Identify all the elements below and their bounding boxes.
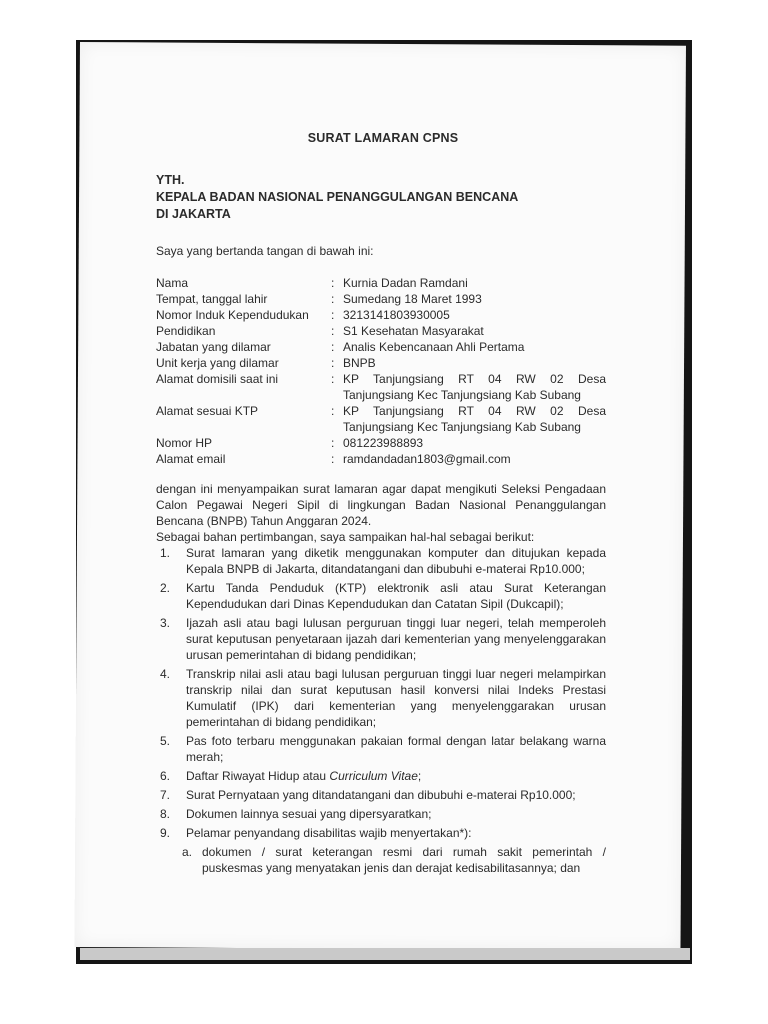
- list-number: 8.: [160, 807, 171, 821]
- field-label: Alamat sesuai KTP: [156, 404, 259, 418]
- list-number: 4.: [160, 667, 171, 681]
- field-value: KP Tanjungsiang RT 04 RW 02 Desa Tanjungsiang Kec Tanjungsiang Kab Subang: [343, 372, 606, 402]
- field-colon: :: [331, 356, 335, 370]
- list-number: 6.: [160, 769, 171, 783]
- field-row-name: [156, 275, 606, 291]
- paper-edge-shadow: [80, 948, 690, 960]
- field-value: KP Tanjungsiang RT 04 RW 02 Desa Tanjungsiang Kec Tanjungsiang Kab Subang: [343, 404, 606, 434]
- field-label: Pendidikan: [156, 324, 216, 338]
- intro-text: Saya yang bertanda tangan di bawah ini:: [156, 244, 374, 258]
- field-row-nik: [156, 307, 606, 323]
- recipient-line-3: DI JAKARTA: [156, 207, 231, 221]
- field-value: 3213141803930005: [343, 308, 450, 322]
- list-item: [156, 733, 606, 765]
- field-value: BNPB: [343, 356, 376, 370]
- field-colon: :: [331, 436, 335, 450]
- field-value: Analis Kebencanaan Ahli Pertama: [343, 340, 525, 354]
- field-row-domicile: [156, 371, 606, 403]
- list-number: 1.: [160, 546, 171, 560]
- list-item: [156, 768, 606, 784]
- field-colon: :: [331, 324, 335, 338]
- list-item: [156, 545, 606, 577]
- list-item: [156, 787, 606, 803]
- field-label: Unit kerja yang dilamar: [156, 356, 279, 370]
- letter-content: [156, 130, 606, 876]
- list-text-part: Daftar Riwayat Hidup atau: [186, 769, 330, 783]
- recipient-line-2: KEPALA BADAN NASIONAL PENANGGULANGAN BENCANA: [156, 190, 519, 204]
- field-value: ramdandadan1803@gmail.com: [343, 452, 511, 466]
- field-label: Alamat email: [156, 452, 226, 466]
- field-label: Nomor HP: [156, 436, 213, 450]
- attachment-list: [156, 545, 606, 876]
- list-text: Pas foto terbaru menggunakan pakaian formal dengan latar belakang warna merah;: [186, 734, 606, 764]
- field-row-ktp-address: [156, 403, 606, 435]
- list-text: Ijazah asli atau bagi lulusan perguruan tinggi luar negeri, telah memperoleh surat keputusan penyetaraan ijazah dari kementerian yang menyelenggarakan urusan pemerintahan di bidang pendidikan;: [186, 616, 606, 662]
- field-colon: :: [331, 276, 335, 290]
- list-text-part: ;: [417, 769, 422, 783]
- field-colon: :: [331, 372, 335, 386]
- list-number: 9.: [160, 826, 171, 840]
- field-colon: :: [331, 308, 335, 322]
- field-row-email: [156, 451, 606, 467]
- list-number: 7.: [160, 788, 171, 802]
- list-item: [156, 666, 606, 730]
- list-item: [156, 825, 606, 841]
- field-colon: :: [331, 292, 335, 306]
- list-text: Dokumen lainnya sesuai yang dipersyaratkan;: [186, 807, 432, 821]
- document-title: SURAT LAMARAN CPNS: [307, 131, 459, 145]
- field-value: Sumedang 18 Maret 1993: [343, 292, 482, 306]
- paragraph-considerations: Sebagai bahan pertimbangan, saya sampaikan hal-hal sebagai berikut:: [156, 530, 535, 544]
- field-label: Alamat domisili saat ini: [156, 372, 279, 386]
- list-item: [156, 615, 606, 663]
- recipient-block: [156, 172, 606, 223]
- recipient-line-1: YTH.: [156, 173, 185, 187]
- list-text: [186, 768, 606, 784]
- field-value: S1 Kesehatan Masyarakat: [343, 324, 484, 338]
- list-number: 3.: [160, 616, 171, 630]
- applicant-fields: [156, 275, 606, 467]
- field-colon: :: [331, 452, 335, 466]
- list-text: Transkrip nilai asli atau bagi lulusan perguruan tinggi luar negeri melampirkan transkrip nilai dan surat keputusan hasil konversi nilai Indeks Prestasi Kumulatif (IPK) dari kementerian yang menyelenggarakan urusan pemerintahan di bidang pendidikan;: [186, 667, 606, 729]
- paragraph-purpose: dengan ini menyampaikan surat lamaran agar dapat mengikuti Seleksi Pengadaan Calon Pegawai Negeri Sipil di lingkungan Badan Nasional Penanggulangan Bencana (BNPB) Tahun Anggaran 2024.: [156, 482, 606, 528]
- field-label: Nama: [156, 276, 189, 290]
- list-text: Kartu Tanda Penduduk (KTP) elektronik asli atau Surat Keterangan Kependudukan dari Dinas Kependudukan dan Catatan Sipil (Dukcapil);: [186, 581, 606, 611]
- list-text: Surat lamaran yang diketik menggunakan komputer dan ditujukan kepada Kepala BNPB di Jakarta, ditandatangani dan dibubuhi e-materai Rp10.000;: [186, 546, 606, 576]
- list-item: [156, 580, 606, 612]
- field-label: Nomor Induk Kependudukan: [156, 308, 309, 322]
- field-colon: :: [331, 340, 335, 354]
- field-row-unit: [156, 355, 606, 371]
- field-colon: :: [331, 404, 335, 418]
- field-row-education: [156, 323, 606, 339]
- field-value: Kurnia Dadan Ramdani: [343, 276, 468, 290]
- sub-list-text: dokumen / surat keterangan resmi dari rumah sakit pemerintah / puskesmas yang menyatakan jenis dan derajat kedisabilitasannya; dan: [202, 845, 606, 875]
- list-text-italic: Curriculum Vitae: [329, 769, 418, 783]
- sub-list-letter: a.: [182, 845, 193, 859]
- sub-list-item: [156, 844, 606, 876]
- field-row-birth: [156, 291, 606, 307]
- field-label: Jabatan yang dilamar: [156, 340, 271, 354]
- list-number: 2.: [160, 581, 171, 595]
- list-text: Pelamar penyandang disabilitas wajib menyertakan*):: [186, 826, 472, 840]
- list-item: [156, 806, 606, 822]
- list-text: Surat Pernyataan yang ditandatangani dan dibubuhi e-materai Rp10.000;: [186, 788, 576, 802]
- field-row-phone: [156, 435, 606, 451]
- field-value: 081223988893: [343, 436, 424, 450]
- field-row-position: [156, 339, 606, 355]
- list-number: 5.: [160, 734, 171, 748]
- field-label: Tempat, tanggal lahir: [156, 292, 268, 306]
